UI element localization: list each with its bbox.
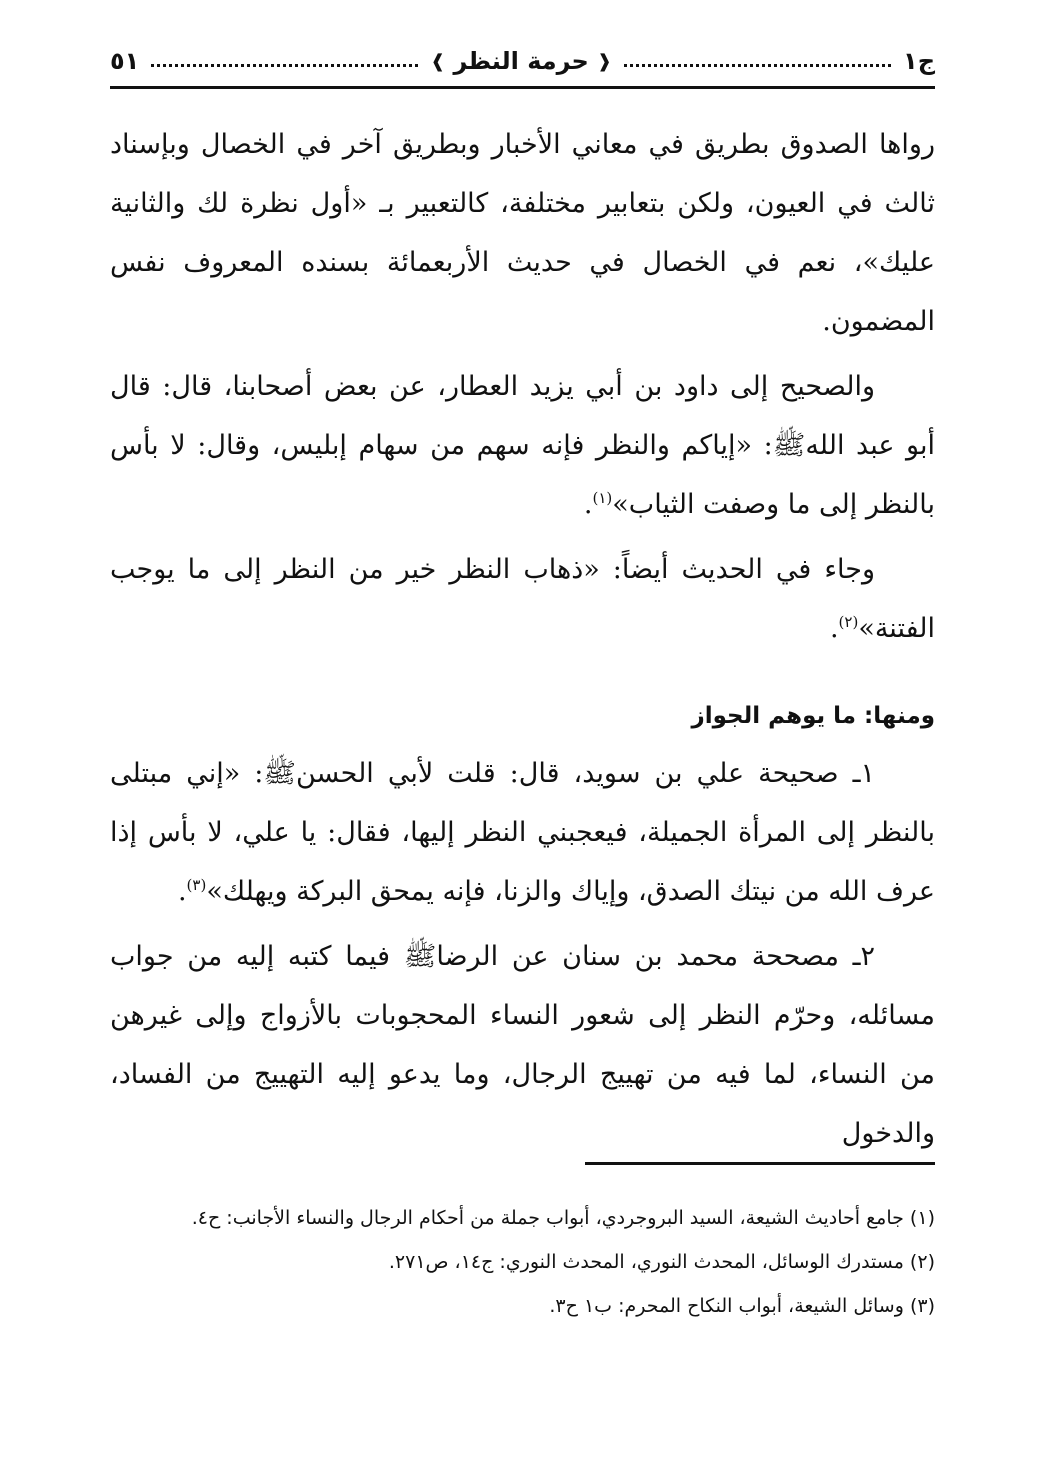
chapter-title: [430, 47, 612, 75]
header-dot-leader-right: [624, 64, 891, 67]
list-item-2: ٢ـ مصححة محمد بن سنان عن الرضا‎ﷺ فيما كتبه إليه من جواب مسائله، وحرّم النظر إلى شعور النساء المحجوبات بالأزواج وإلى غيرهن من النساء، لما فيه من تهييج الرجال، وما يدعو إليه التهييج من الفساد، والدخول: [110, 941, 935, 1149]
chapter-title-text: حرمة النظر: [453, 47, 589, 75]
footnote-2: (٢) مستدرك الوسائل، المحدث النوري، المحدث النوري: ج١٤، ص٢٧١.: [388, 1251, 935, 1273]
footnotes: [110, 1198, 935, 1330]
footnote-ref-1[interactable]: (١): [592, 489, 613, 507]
book-page: [110, 38, 935, 1438]
running-header: [110, 38, 935, 84]
list-item-1: ١ـ صحيحة علي بن سويد، قال: قلت لأبي الحسن‎ﷺ: «إني مبتلى بالنظر إلى المرأة الجميلة، فيعجبني النظر إليها، فقال: يا علي، لا بأس إذا عرف الله من نيتك الصدق، وإياك والزنا، فإنه يمحق البركة ويهلك»$^{(٣)}$.: [110, 758, 935, 907]
footnote-rule: [585, 1162, 935, 1165]
body-text: [110, 115, 935, 1163]
header-dot-leader-left: [151, 64, 418, 67]
paragraph-2: والصحيح إلى داود بن أبي يزيد العطار، عن بعض أصحابنا، قال: قال أبو عبد الله‎ﷺ: «إياكم والنظر فإنه سهم من سهام إبليس، وقال: لا بأس بالنظر إلى ما وصفت الثياب»$^{(١)}$.: [110, 371, 935, 520]
footnote-ref-2[interactable]: (٢): [838, 613, 859, 631]
paragraph-3: وجاء في الحديث أيضاً: «ذهاب النظر خير من النظر إلى ما يوجب الفتنة»$^{(٢)}$.: [110, 554, 935, 644]
section-heading: ومنها: ما يوهم الجواز: [691, 703, 935, 729]
paragraph-1: رواها الصدوق بطريق في معاني الأخبار وبطريق آخر في الخصال وبإسناد ثالث في العيون، ولكن بتعابير مختلفة، كالتعبير بـ «أول نظرة لك والثانية عليك»، نعم في الخصال في حديث الأربعمائة بسنده المعروف نفس المضمون.: [110, 129, 935, 337]
page-number: ٥١: [110, 47, 140, 75]
ornament-left-icon: ❱: [430, 50, 446, 72]
footnote-3: (٣) وسائل الشيعة، أبواب النكاح المحرم: ب١ ح٣.: [549, 1295, 935, 1317]
header-rule: [110, 86, 935, 89]
volume-label: ج١: [903, 47, 935, 75]
ornament-right-icon: ❰: [596, 50, 612, 72]
footnote-1: (١) جامع أحاديث الشيعة، السيد البروجردي، أبواب جملة من أحكام الرجال والنساء الأجانب: ح٤.: [191, 1207, 935, 1229]
footnote-ref-3[interactable]: (٣): [186, 876, 207, 894]
